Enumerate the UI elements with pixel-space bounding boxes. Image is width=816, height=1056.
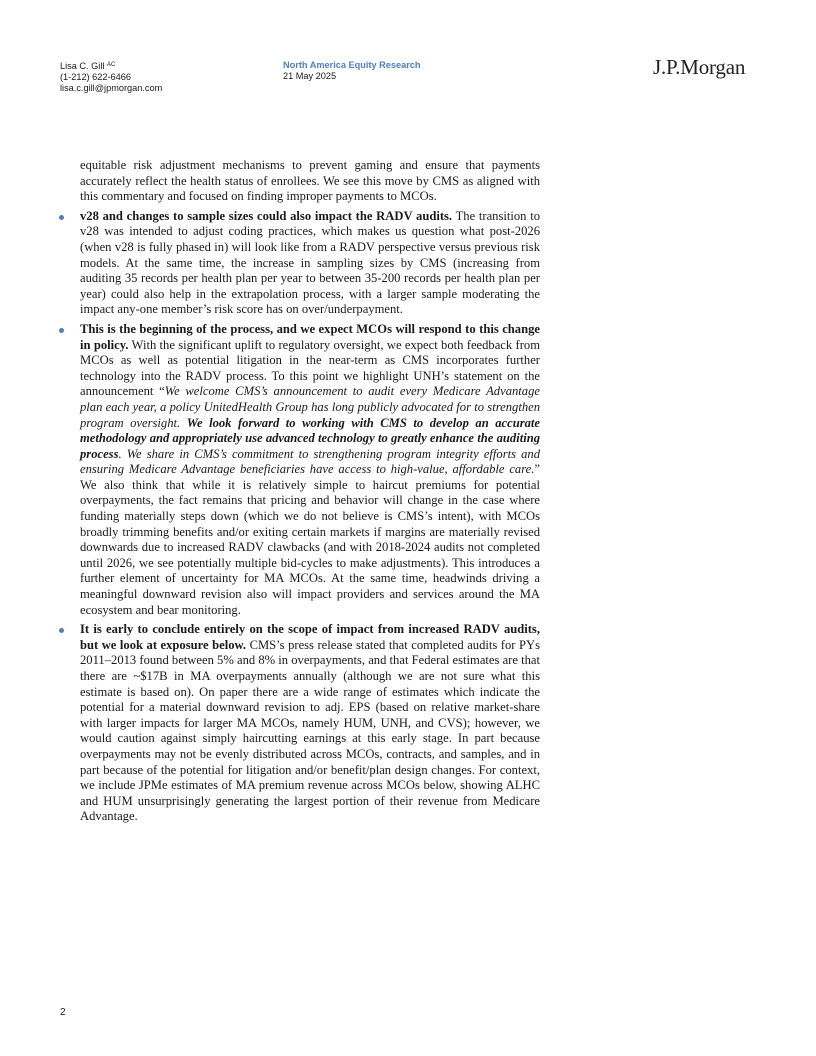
- bullet-lead: v28 and changes to sample sizes could also impact the RADV audits.: [80, 208, 453, 223]
- author-name: Lisa C. Gill $^{AC}$: [60, 61, 116, 71]
- research-block: [283, 60, 421, 82]
- body-text: [80, 158, 540, 829]
- page-number: 2: [60, 1007, 66, 1018]
- author-block: [60, 60, 162, 94]
- bullet-dot-icon: [59, 628, 64, 633]
- bullet-text: With the significant uplift to regulatory oversight, we expect both feedback from MCOs as well as potential litigation in the near-term as CMS incorporates further technology into the RADV process. To this point we highlight UNH’s statement on the announcement “: [80, 337, 540, 399]
- report-date: 21 May 2025: [283, 71, 337, 81]
- unh-quote-end: . We share in CMS’s commitment to strengthening program integrity efforts and ensuring Medicare Advantage beneficiaries have access to high-value, affordable care.: [80, 446, 540, 477]
- bullet-text: CMS’s press release stated that completed audits for PYs 2011–2013 found between 5% and 8% in overpayments, and that Federal estimates are that there are ~$17B in MA overpayments annually (although we are not sure what this estimate is based on). On paper there are a wide range of estimates which indicate the potential for a material downward revision to adj. EPS (based on relative market-share with larger impacts for larger MA MCOs, namely HUM, UNH, and CVS); however, we would caution against simply haircutting earnings at this early stage. In part because overpayments may not be evenly distributed across MCOs, contracts, and samples, and in part because of the potential for litigation and/or benefit/plan design changes. For context, we include JPMe estimates of MA premium revenue across MCOs below, showing ALHC and HUM unsurprisingly generating the largest portion of their revenue from Medicare Advantage.: [80, 637, 541, 824]
- bullet-item: [80, 209, 540, 318]
- intro-paragraph: equitable risk adjustment mechanisms to prevent gaming and ensure that payments accurately reflect the health status of enrollees. We see this move by CMS as aligned with this commentary and focused on finding improper payments to MCOs.: [80, 158, 540, 204]
- jpmorgan-logo: J.P.Morgan: [653, 55, 746, 79]
- bullet-dot-icon: [59, 215, 64, 220]
- unh-quote-emphasis: We look forward to working with CMS to develop an accurate methodology and appropriately use advanced technology to greatly enhance the auditing process: [80, 415, 540, 461]
- bullet-text-continued: ” We also think that while it is relatively simple to haircut premiums for potential overpayments, the fact remains that pricing and behavior will change in the case where funding materially steps down (which we do not believe is CMS’s intent), with MCOs broadly trimming benefits and/or exiting certain markets if margins are materially revised downwards due to increased RADV clawbacks (and with 2018-2024 audits not completed until 2026, we see potentially multiple bid-cycles to make adjustments). This introduces a further element of uncertainty for MA MCOs. At the same time, headwinds driving a meaningful downward revision also will impact providers and services around the MA ecosystem and bear monitoring.: [80, 462, 540, 617]
- bullet-lead: It is early to conclude entirely on the scope of impact from increased RADV audits, but we look at exposure below.: [80, 622, 540, 652]
- author-phone: (1-212) 622-6466: [60, 72, 131, 82]
- bullet-item: [80, 322, 540, 618]
- bullet-lead: This is the beginning of the process, and we expect MCOs will respond to this change in policy.: [80, 321, 540, 352]
- bullet-dot-icon: [59, 328, 64, 333]
- bullet-item: [80, 622, 540, 825]
- department-label: North America Equity Research: [283, 60, 421, 70]
- bullet-text: The transition to v28 was intended to adjust coding practices, which makes us question what post-2026 (when v28 is fully phased in) will look like from a RADV perspective versus previous risk models. At the same time, the increase in sampling sizes by CMS (increasing from auditing 35 records per health plan per year to between 35-200 records per health plan per year) could also help in the extrapolation process, with a larger sample moderating the impact any-one member’s risk score has on over/underpayment.: [80, 208, 540, 317]
- unh-quote: We welcome CMS’s announcement to audit every Medicare Advantage plan each year, a policy UnitedHealth Group has long publicly advocated for to strengthen program oversight.: [80, 384, 540, 430]
- author-email[interactable]: lisa.c.gill@jpmorgan.com: [60, 83, 163, 93]
